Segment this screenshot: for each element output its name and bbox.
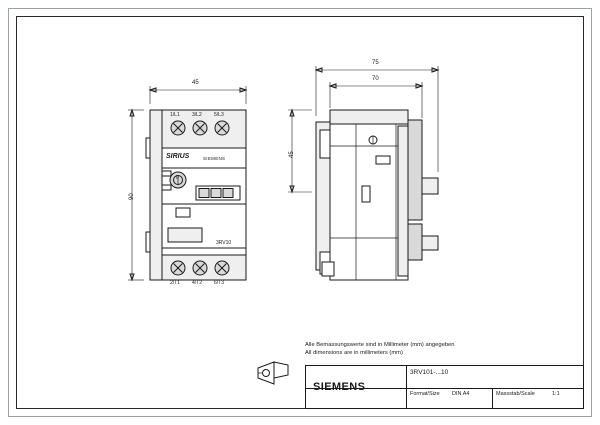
- dim-front-width: 45: [192, 80, 199, 86]
- dim-front-height: 90: [129, 193, 135, 200]
- terminal-label-4t2: 4/T2: [192, 280, 203, 286]
- note-line-de: Alle Bemassungswerte sind in Millimeter (mm) angegeben: [305, 342, 455, 348]
- title-block-divider-vertical-1: [406, 366, 407, 408]
- title-block-divider-vertical-2: [492, 388, 493, 408]
- terminal-label-3l2: 3/L2: [192, 112, 202, 118]
- type-label: 3RV10: [216, 240, 232, 246]
- title-block-company: SIEMENS: [313, 381, 366, 393]
- title-block-scale-label: Massstab/Scale: [496, 391, 535, 397]
- dimensions-note: [305, 341, 455, 358]
- brand-siemens-small-label: SIEMENS: [203, 156, 226, 161]
- terminal-label-6t3: 6/T3: [214, 280, 225, 286]
- title-block-scale-value: 1:1: [552, 391, 560, 397]
- dim-side-depth-inner: 70: [372, 76, 379, 82]
- dim-side-height: 45: [289, 151, 295, 158]
- title-block-format-value: DIN A4: [452, 391, 470, 397]
- dim-side-depth-outer: 75: [372, 60, 379, 66]
- brand-sirius-label: SIRIUS: [166, 153, 190, 160]
- title-block-format-label: Format/Size: [410, 391, 440, 397]
- note-line-en: All dimensions are in millimeters (mm): [305, 350, 403, 357]
- terminal-label-1l1: 1/L1: [170, 112, 180, 118]
- terminal-label-5l3: 5/L3: [214, 112, 224, 118]
- terminal-label-2t1: 2/T1: [170, 280, 181, 286]
- title-block-drawing-number: 3RV101-...10: [410, 369, 449, 376]
- reset-mark-label: 0: [176, 175, 179, 181]
